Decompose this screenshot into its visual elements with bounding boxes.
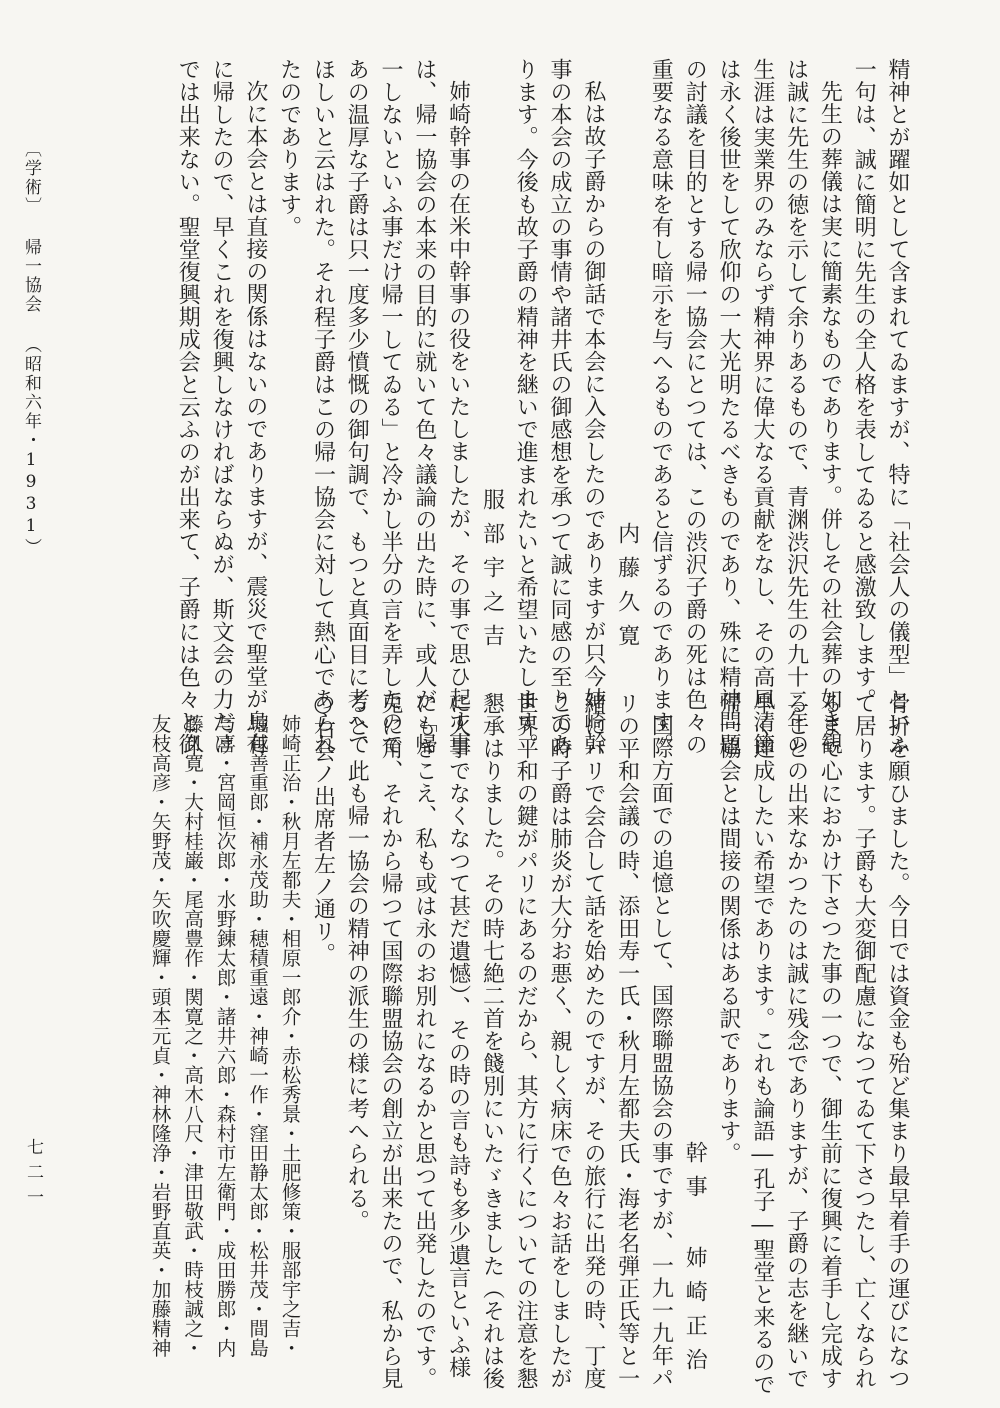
text-line: 事の本会の成立の事情や諸井氏の御感想を承つて誠に同感の至りであ [547, 58, 573, 756]
text-line: 帰一協会とは間接の関係はある訳であります。 [716, 692, 742, 1165]
text-line: 生涯は実業界のみならず精神界に偉大なる貢献をなし、その高風清節 [749, 58, 775, 756]
text-line: に火事でなくなつて甚だ遺憾）、その時の言も詩も多少遺言といふ様 [445, 692, 471, 1379]
text-line: では出来ない。聖堂復興期成会と云ふのが出来て、子爵には色々と御 [175, 58, 201, 756]
text-line: ると、此も帰一協会の精神の派生の様に考へられる。 [344, 692, 370, 1232]
text-line: 早く達成したい希望であります。これも論語―孔子―聖堂と来るので [749, 692, 775, 1396]
text-line: に帰したので、早くこれを復興しなければならぬが、斯文会の力だけ [209, 58, 235, 756]
text-line: ることの出来なかつたのは誠に残念でありますが、子爵の志を継いで [783, 692, 809, 1390]
text-line: 一句は、誠に簡明に先生の全人格を表してゐると感激致します。 [851, 58, 877, 711]
page-number: 七二一 [23, 1138, 43, 1213]
text-line: て居ります。子爵も大変御配慮になつてゐて下さつたし、亡くなられ [851, 692, 877, 1390]
text-line: 先生の葬儀は実に簡素なものであります。併しその社会葬の如き観 [817, 80, 843, 755]
text-line: 骨折を願ひました。今日では資金も殆ど集まり最早着手の運びになつ [885, 692, 910, 1390]
text-line: 緒にパリで会合して話を始めたのですが、その旅行に出発の時、丁度 [580, 692, 606, 1390]
text-line: 兎に角、それから帰つて国際聯盟協会の創立が出来たので、私から見 [378, 692, 404, 1390]
speaker-name: 服部宇之吉 [479, 488, 505, 658]
attendees-header: ○右会ノ出席者左ノ通リ。 [310, 692, 336, 965]
text-line: の討議を目的とする帰一協会にとつては、この渋沢子爵の死は色々の [682, 58, 708, 756]
attendees-line: 堀越善重郎・補永茂助・穂積重遠・神崎一作・窪田静太郎・松井茂・間島 [246, 714, 270, 1358]
text-line: は、帰一協会の本来の目的に就いて色々議論の出た時に、或人が「帰 [411, 58, 437, 756]
attendees-line: 友枝高彦・矢野茂・矢吹慶輝・頭本元貞・神林隆浄・岩野直英・加藤精神 [148, 714, 172, 1358]
text-line: あの温厚な子爵は只一度多少憤慨の御句調で、もつと真面目に考へて [344, 58, 370, 756]
text-line: 世界平和の鍵がパリにあるのだから、其方に行くについての注意を懇 [513, 692, 539, 1390]
speaker-name: 内藤久寛 [614, 522, 640, 658]
text-line: は誠に先生の徳を示して余りあるもので、青渊渋沢先生の九十二年の [783, 58, 809, 756]
text-line: 重要なる意味を有し暗示を与へるものであると信ずるのであります。 [648, 58, 674, 756]
text-line: 国際方面での追憶として、国際聯盟協会の事ですが、一九一九年パ [648, 714, 674, 1389]
text-line: るまで心におかけ下さつた事の一つで、御生前に復興に着手し完成す [817, 692, 843, 1390]
text-line: は永く後世をして欣仰の一大光明たるべきものであり、殊に精神問題 [716, 58, 742, 756]
text-line: ほしいと云はれた。それ程子爵はこの帰一協会に対して熱心であられ [310, 58, 336, 756]
text-line: 懇承はりました。その時七絶二首を餞別にいたゞきました（それは後 [479, 692, 505, 1390]
text-line: この時子爵は肺炎が大分お悪く、親しく病床で色々お話をしましたが [547, 692, 573, 1390]
bottom-text-block [74, 692, 914, 1396]
running-title: 〔学術〕 帰一協会 （昭和六年・1931） [21, 140, 41, 557]
attendees-line: 与喜・宮岡恒次郎・水野錬太郎・諸井六郎・森村市左衛門・成田勝郎・内 [213, 714, 237, 1358]
text-line: たのであります。 [276, 58, 302, 238]
speaker-name: 幹事 姉崎正治 [682, 1141, 708, 1382]
text-line: ります。今後も故子爵の精神を継いで進まれたいと希望いたします。 [513, 58, 539, 756]
text-line: 精神とが躍如として含まれてゐますが、特に「社会人の儀型」といふ [885, 58, 910, 756]
text-line: 姉崎幹事の在米中幹事の役をいたしましたが、その事で思ひ起す事 [445, 80, 471, 755]
attendees-line: 姉崎正治・秋月左都夫・相原一郎介・赤松秀景・土肥修策・服部宇之吉・ [278, 714, 302, 1358]
text-line: にもきこえ、私も或は永のお別れになるかと思つて出発したのです。 [411, 692, 437, 1390]
text-line: 一しないといふ事だけ帰一してゐる」と冷かし半分の言を弄したので [378, 58, 404, 756]
attendees-line: 藤久寛・大村桂巌・尾高豊作・関寛之・高木八尺・津田敬武・時枝誠之・ [181, 714, 205, 1358]
text-line: 私は故子爵からの御話で本会に入会したのでありますが只今姉崎幹 [580, 80, 606, 755]
top-text-block [74, 58, 914, 756]
text-line: 次に本会とは直接の関係はないのでありますが、震災で聖堂が烏有 [242, 80, 268, 755]
text-line: リの平和会議の時、添田寿一氏・秋月左都夫氏・海老名弾正氏等と一 [614, 692, 640, 1390]
